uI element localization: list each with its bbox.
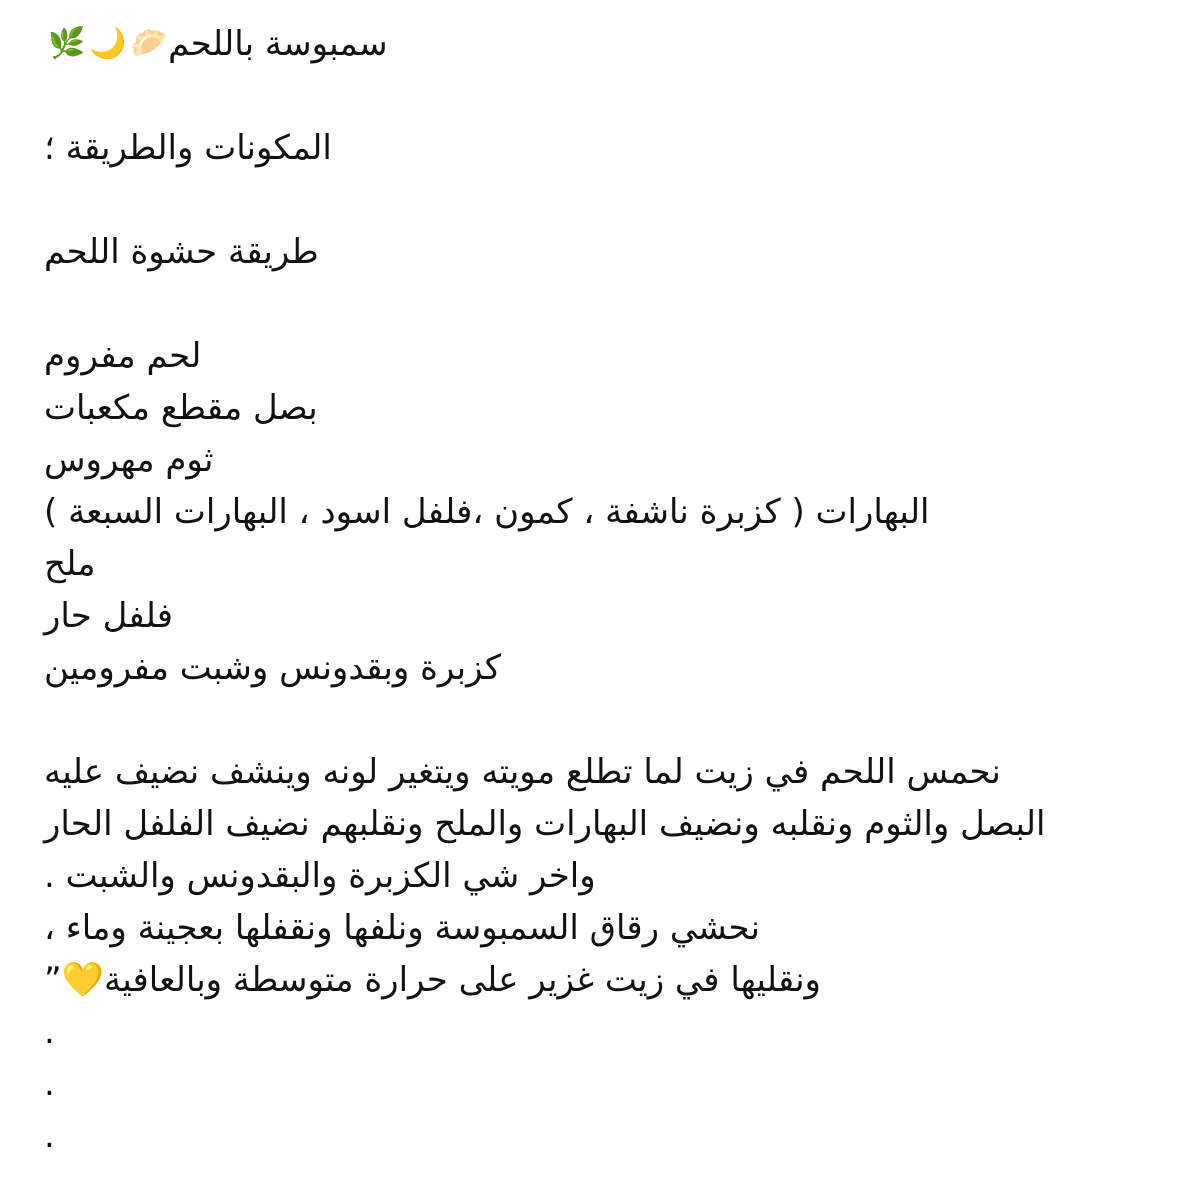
closing-row xyxy=(44,954,1184,1006)
method-line: نحمس اللحم في زيت لما تطلع مويته ويتغير لونه وينشف نضيف عليه xyxy=(44,752,1001,792)
ingredient-item: ملح xyxy=(44,544,96,584)
spacer xyxy=(44,174,1184,226)
filling-heading: طريقة حشوة اللحم xyxy=(44,232,319,272)
method-line: واخر شي الكزبرة والبقدونس والشبت . xyxy=(44,856,596,896)
recipe-note xyxy=(44,18,1184,1162)
recipe-title: سمبوسة باللحم xyxy=(168,24,388,64)
trailing-dot: . xyxy=(44,1116,55,1156)
title-row xyxy=(44,18,1184,70)
method-line: البصل والثوم ونقلبه ونضيف البهارات والملح ونقلبهم نضيف الفلفل الحار xyxy=(44,804,1046,844)
ingredient-item: فلفل حار xyxy=(44,596,174,636)
moon-icon: 🌙 xyxy=(89,26,127,61)
spacer xyxy=(44,694,1184,746)
yellow-heart-icon: 💛 xyxy=(61,960,104,1000)
spacer xyxy=(44,70,1184,122)
spacer xyxy=(44,278,1184,330)
method-line: نحشي رقاق السمبوسة ونلفها ونقفلها بعجينة وماء ، xyxy=(44,908,760,948)
ingredient-item: كزبرة وبقدونس وشبت مفرومين xyxy=(44,648,502,688)
closing-quote: ” xyxy=(44,960,62,1000)
method-line: ونقليها في زيت غزير على حرارة متوسطة وبالعافية xyxy=(103,960,821,1000)
plant-icon: 🌿 xyxy=(48,26,86,61)
samosa-icon: 🥟 xyxy=(130,26,169,61)
trailing-dot: . xyxy=(44,1064,55,1104)
trailing-dot: . xyxy=(44,1012,55,1052)
ingredient-item: البهارات ( كزبرة ناشفة ، كمون ،فلفل اسود ، البهارات السبعة ) xyxy=(44,492,930,532)
ingredient-item: ثوم مهروس xyxy=(44,440,214,480)
section-heading: المكونات والطريقة ؛ xyxy=(44,128,332,168)
ingredient-item: لحم مفروم xyxy=(44,336,202,376)
ingredient-item: بصل مقطع مكعبات xyxy=(44,388,318,428)
